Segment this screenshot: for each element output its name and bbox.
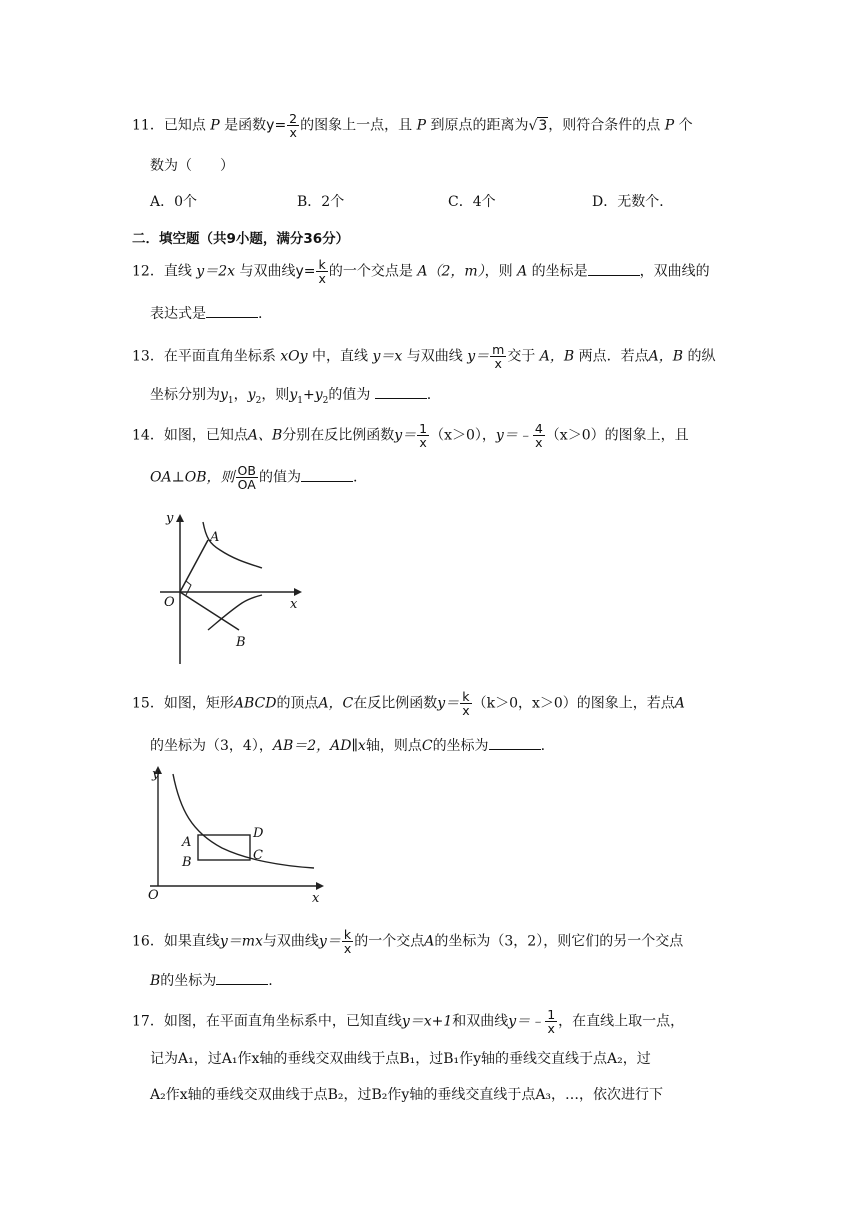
q12-line2: 表达式是 . (150, 303, 262, 323)
fraction: $\frac{2}{x}$ (289, 111, 298, 140)
answer-blank (301, 467, 353, 482)
fig15-label-o: O (148, 888, 159, 903)
fig15-label-x: x (312, 891, 320, 905)
q14-line1: 14．如图，已知点A、B分别在反比例函数y＝ $\frac{1}{x}$ （x＞0），y＝﹣ $\frac{4}{x}$ （x＞0）的图象上，且 (132, 421, 689, 450)
fig15-label-a: A (182, 835, 192, 850)
q11-line2: 数为（ ） (150, 158, 234, 174)
fraction: $\frac{m}{x}$ (492, 342, 505, 371)
q17-line1: 17．如图，在平面直角坐标系中，已知直线y＝x+1和双曲线y＝﹣ $\frac{1}{x}$ ，在直线上取一点， (132, 1007, 685, 1036)
answer-blank (216, 970, 268, 985)
fig14-label-a: A (210, 530, 220, 545)
answer-blank (489, 735, 541, 750)
figure-14 (150, 508, 320, 668)
option-b: B．2个 (297, 194, 345, 210)
question-number: 11． (132, 117, 164, 134)
q14-line2: OA⊥OB，则 $\frac{OB}{OA}$ 的值为 . (150, 463, 358, 492)
fraction: $\frac{k}{x}$ (343, 927, 352, 956)
fraction: $\frac{1}{x}$ (547, 1007, 556, 1036)
q12-line1: 12．直线 y＝2x 与双曲线y= $\frac{k}{x}$ 的一个交点是 A（2，m），则 A 的坐标是 ，双曲线的 (132, 257, 710, 286)
q15-line2: 的坐标为（3，4），AB＝2，AD∥x轴，则点C的坐标为 . (150, 735, 545, 755)
fraction: $\frac{k}{x}$ (318, 257, 326, 286)
fraction: $\frac{OB}{OA}$ (237, 463, 256, 492)
q13-line2: 坐标分别为$y_1$，$y_2$，则$y_1+y_2$的值为 . (150, 384, 431, 406)
fraction: $\frac{1}{x}$ (419, 421, 428, 450)
q17-line3: A₂作x轴的垂线交双曲线于点B₂，过B₂作y轴的垂线交直线于点A₃，…，依次进行下 (150, 1087, 664, 1103)
figure-15 (142, 760, 332, 905)
q16-line2: B的坐标为 . (150, 970, 273, 990)
fig14-label-o: O (164, 595, 175, 610)
fig15-label-d: D (253, 826, 264, 841)
sqrt: √3 (528, 117, 548, 134)
section-heading: 二．填空题（共9小题，满分36分） (132, 231, 350, 247)
fig14-label-x: x (290, 597, 298, 612)
fig15-label-c: C (253, 848, 263, 863)
option-a: A．0个 (150, 194, 198, 210)
option-c: C．4个 (448, 194, 496, 210)
fraction: $\frac{k}{x}$ (462, 689, 470, 718)
fraction: $\frac{4}{x}$ (534, 421, 543, 450)
answer-blank (588, 261, 640, 276)
fig14-label-y: y (166, 511, 174, 526)
q13-line1: 13．在平面直角坐标系 xOy 中，直线 y＝x 与双曲线 y＝ $\frac{m}{x}$ 交于 A，B 两点．若点A，B 的纵 (132, 342, 716, 371)
fig15-label-y: y (152, 767, 160, 782)
option-d: D．无数个． (592, 194, 674, 210)
answer-blank (206, 303, 258, 318)
fig14-label-b: B (236, 635, 246, 650)
answer-blank (375, 384, 427, 399)
fig15-label-b: B (182, 855, 192, 870)
q11-line1: 11．已知点 P 是函数y= $\frac{2}{x}$ 的图象上一点，且 P 到原点的距离为√3，则符合条件的点 P 个 (132, 111, 693, 140)
q15-line1: 15．如图，矩形ABCD的顶点A，C在反比例函数y＝ $\frac{k}{x}$ （k＞0，x＞0）的图象上，若点A (132, 689, 685, 718)
q17-line2: 记为A₁，过A₁作x轴的垂线交双曲线于点B₁，过B₁作y轴的垂线交直线于点A₂，过 (150, 1051, 651, 1067)
q16-line1: 16．如果直线y＝mx与双曲线y＝ $\frac{k}{x}$ 的一个交点A的坐标为（3，2），则它们的另一个交点 (132, 927, 684, 956)
